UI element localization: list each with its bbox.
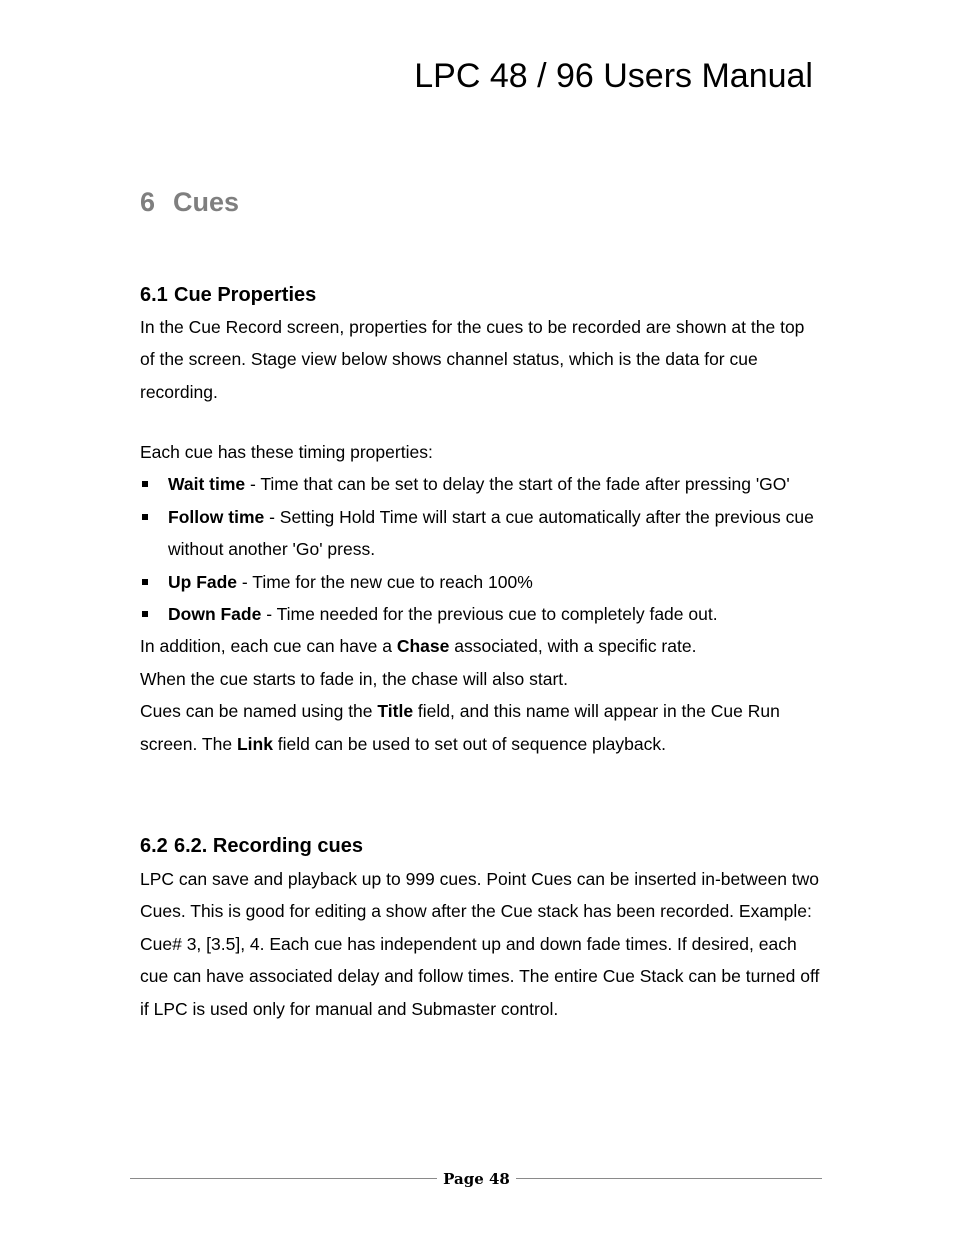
subsection-title: 6.2. Recording cues: [174, 835, 363, 857]
recording-cues-body: [140, 863, 820, 1025]
list-item: [140, 501, 820, 566]
cue-properties-intro: [140, 311, 820, 408]
chase-text-pre: In addition, each cue can have a: [140, 636, 397, 657]
link-term: Link: [236, 733, 273, 754]
list-item: [140, 566, 820, 598]
bullet-square-icon: [142, 579, 148, 585]
subsection-title: Cue Properties: [174, 284, 317, 306]
title-text-post: field can be used to set out of sequence playback.: [272, 733, 666, 754]
chase-paragraph: [140, 630, 820, 662]
section-heading: [140, 184, 239, 220]
bullet-text: - Time needed for the previous cue to completely fade out.: [261, 604, 718, 625]
section-title: Cues: [173, 187, 240, 217]
bullet-square-icon: [142, 611, 148, 617]
bullet-text: - Time for the new cue to reach 100%: [237, 571, 533, 592]
list-item: [140, 468, 820, 500]
timing-bullet-list: [140, 468, 820, 630]
page-number: Page 48: [443, 1170, 510, 1188]
bullet-text: - Setting Hold Time will start a cue automatically after the previous cue without another 'Go' press.: [168, 506, 814, 560]
subsection-number: 6.1: [140, 284, 168, 306]
intro-paragraph: In the Cue Record screen, properties for the cues to be recorded are shown at the top of the screen. Stage view below shows channel status, which is the data for cue recording.: [140, 317, 805, 402]
title-term: Title: [377, 701, 414, 722]
subsection-number: 6.2: [140, 835, 168, 857]
footer-rule-left: [130, 1178, 437, 1179]
recording-paragraph: LPC can save and playback up to 999 cues. Point Cues can be inserted in-between two Cues. This is good for editing a show after the Cue stack has been recorded. Example: Cue# 3, [3.5], 4. Each cue has independent up and down fade times. If desired, each cue can have associated delay and follow times. The entire Cue Stack can be turned off if LPC is used only for manual and Submaster control.: [140, 869, 820, 1019]
subsection-heading-cue-properties: [140, 282, 316, 308]
list-item: [140, 598, 820, 630]
subsection-heading-recording-cues: [140, 833, 363, 859]
title-text-pre: Cues can be named using the: [140, 701, 378, 722]
timing-intro: Each cue has these timing properties:: [140, 442, 433, 462]
bullet-term: Down Fade: [168, 604, 262, 625]
bullet-text: - Time that can be set to delay the start of the fade after pressing 'GO': [245, 474, 790, 495]
document-header-title: LPC 48 / 96 Users Manual: [414, 57, 813, 95]
section-number: 6: [140, 187, 156, 217]
chase-text-post: associated, with a specific rate.: [449, 636, 697, 657]
bullet-term: Follow time: [168, 506, 265, 527]
bullet-term: Wait time: [168, 474, 246, 495]
chase-line-2: When the cue starts to fade in, the chase will also start.: [140, 668, 568, 689]
timing-properties-block: [140, 436, 820, 760]
chase-term: Chase: [396, 636, 450, 657]
page-footer: [130, 1166, 822, 1192]
bullet-square-icon: [142, 481, 148, 487]
title-text-mid: field, and this name will appear in the Cue Run screen. The: [140, 701, 780, 754]
footer-rule-right: [516, 1178, 822, 1179]
bullet-square-icon: [142, 514, 148, 520]
bullet-term: Up Fade: [168, 571, 238, 592]
title-link-paragraph: [140, 695, 820, 760]
